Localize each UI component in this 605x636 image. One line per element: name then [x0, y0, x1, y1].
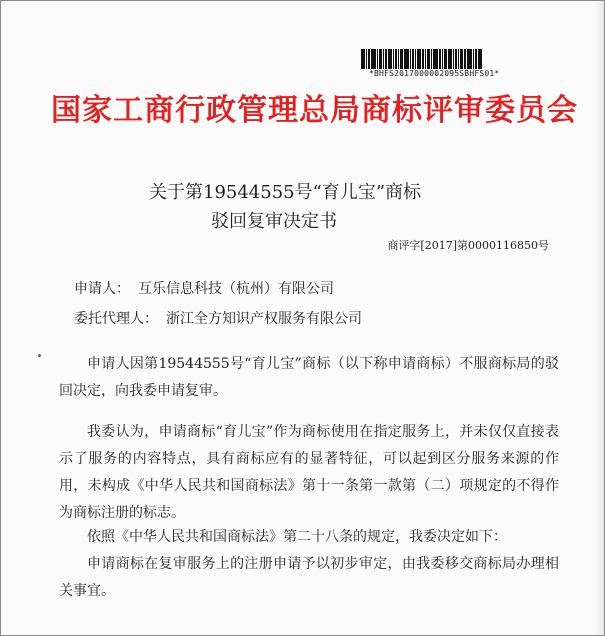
paragraph-1-text: 申请人因第19544555号“育儿宝”商标（以下称申请商标）不服商标局的驳回决定，向我委申请复审。: [59, 356, 559, 399]
barcode: [361, 49, 521, 69]
paragraph-2: [59, 419, 559, 527]
agent-row: [74, 308, 362, 328]
document-number: 商评字[2017]第0000116850号: [387, 239, 549, 252]
paragraph-2-text: 我委认为，申请商标“育儿宝”作为商标使用在指定服务上，并未仅仅直接表示了服务的内容特点，具有商标应有的显著特征，可以起到区分服务来源的作用，未构成《中华人民共和国商标法》第十一条第一款第（二）项规定的不得作为商标注册的标志。: [59, 424, 559, 521]
applicant-label: 申请人：: [74, 281, 130, 297]
paragraph-1: [59, 351, 559, 405]
agent-value: 浙江全方知识产权服务有限公司: [166, 311, 362, 327]
applicant-row: [74, 278, 334, 298]
paragraph-3-text: 依照《中华人民共和国商标法》第二十八条的规定，我委决定如下：: [87, 529, 507, 545]
agent-label: 委托代理人：: [74, 311, 158, 327]
applicant-value: 互乐信息科技（杭州）有限公司: [138, 281, 334, 297]
paragraph-4-text: 申请商标在复审服务上的注册申请予以初步审定，由我委移交商标局办理相关事宜。: [59, 556, 559, 599]
paragraph-3: [59, 524, 559, 551]
barcode-text: *BHFS2017000002095SBHFS01*: [369, 69, 500, 78]
decision-title-line1: 关于第19544555号“育儿宝”商标: [149, 182, 422, 203]
organization-title: 国家工商行政管理总局商标评审委员会: [51, 93, 578, 128]
page-edge-shadow: [594, 1, 604, 635]
decision-title-line2: 驳回复审决定书: [211, 211, 337, 232]
paragraph-4: [59, 551, 559, 605]
paper-mark: [38, 354, 41, 357]
